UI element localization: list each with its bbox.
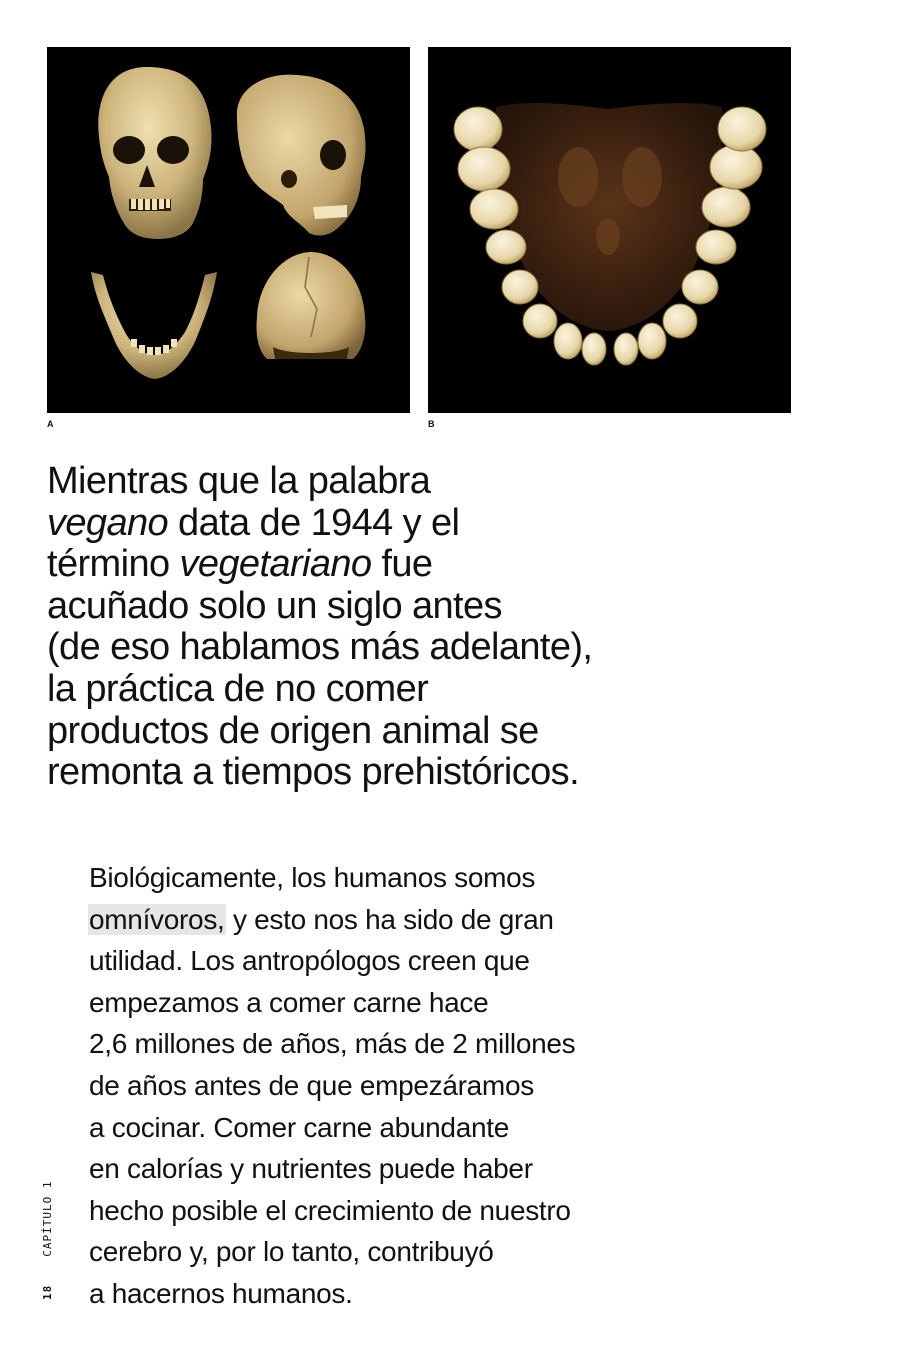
chapter-label: CAPÍTULO 1 [41, 1180, 54, 1257]
lead-line: remonta a tiempos prehistóricos. [47, 751, 580, 794]
figure-b-jaw-photo [428, 47, 791, 413]
highlighted-term: omnívoros, [89, 903, 225, 935]
figure-a-label: A [47, 419, 54, 429]
italic-term: vegetariano [179, 543, 372, 586]
body-line: Biológicamente, los humanos somos [89, 862, 536, 893]
lead-line: (de eso hablamos más adelante), [47, 626, 593, 669]
lead-line: vegano data de 1944 y el [47, 501, 460, 544]
skull-back-view [256, 252, 365, 359]
figure-a-skull-photo [47, 47, 410, 413]
lead-line: término vegetariano fue [47, 543, 433, 586]
body-line: en calorías y nutrientes puede haber [89, 1153, 533, 1185]
body-line: 2,6 millones de años, más de 2 millones [89, 1028, 576, 1060]
body-line: a hacernos humanos. [89, 1277, 353, 1309]
body-line: cerebro y, por lo tanto, contribuyó [89, 1236, 494, 1268]
lead-line: acuñado solo un siglo antes [47, 584, 502, 627]
running-head [41, 1180, 63, 1300]
lead-paragraph [47, 461, 697, 794]
body-paragraph [89, 857, 689, 1315]
skull-side-view [237, 75, 366, 236]
body-line: a cocinar. Comer carne abundante [89, 1111, 509, 1143]
body-line: de años antes de que empezáramos [89, 1069, 534, 1101]
figure-b-label: B [428, 419, 435, 429]
upper-jaw-teeth-icon [428, 47, 791, 413]
lead-line: Mientras que la palabra [47, 460, 431, 502]
skull-views-icon [47, 47, 410, 413]
body-line: empezamos a comer carne hace [89, 986, 489, 1018]
mandible-view [91, 272, 217, 379]
body-line: omnívoros, y esto nos ha sido de gran [89, 903, 554, 935]
lead-line: productos de origen animal se [47, 709, 539, 752]
body-line: utilidad. Los antropólogos creen que [89, 945, 530, 977]
skull-front-view [98, 67, 211, 239]
italic-term: vegano [47, 501, 169, 544]
body-line: hecho posible el crecimiento de nuestro [89, 1194, 571, 1226]
lead-line: la práctica de no comer [47, 667, 429, 710]
page-number: 18 [41, 1284, 54, 1300]
